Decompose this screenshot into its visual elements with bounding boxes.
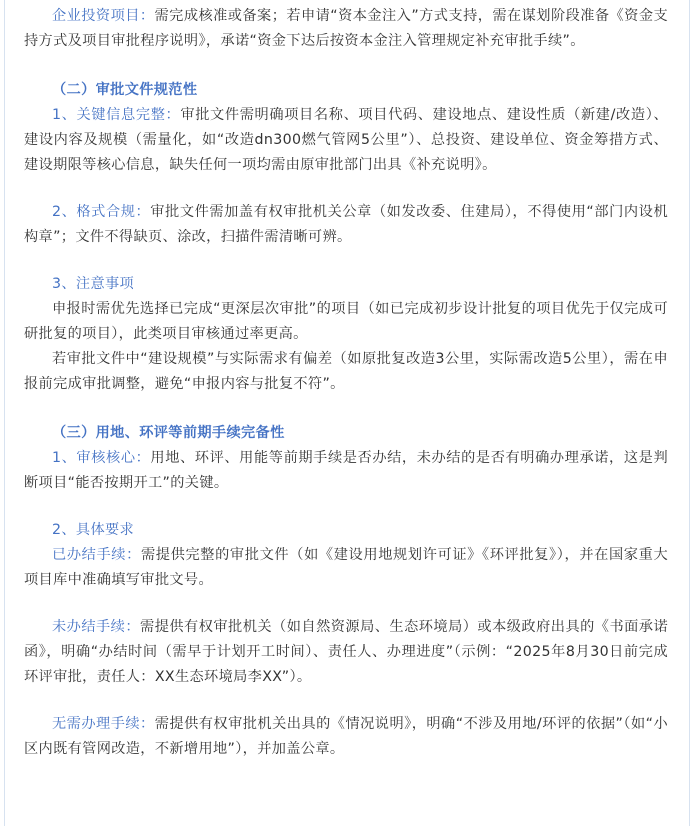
section2-item1-label: 1、关键信息完整： [52,107,181,123]
none-text: 需提供有权审批机关出具的《情况说明》，明确“不涉及用地/环评的依据”（如“小区内既有管网改造，不新增用地”），并加盖公章。 [24,716,669,757]
section2-item3-heading: 3、注意事项 [52,276,135,292]
section2-item3-para1: 申报时需优先选择已完成“更深层次审批”的项目（如已完成初步设计批复的项目优先于仅完成可研批复的项目），此类项目审核通过率更高。 [24,301,668,342]
section3-item1-label: 1、审核核心： [52,450,151,466]
section3-item2-heading: 2、具体要求 [52,522,135,538]
intro-label: 企业投资项目： [52,8,155,24]
done-text: 需提供完整的审批文件（如《建设用地规划许可证》《环评批复》），并在国家重大项目库中准确填写审批文号。 [24,547,668,588]
pending-paragraph [24,615,668,690]
section2-item2-label: 2、格式合规： [52,204,151,220]
section2-item2-text: 审批文件需加盖有权审批机关公章（如发改委、住建局），不得使用“部门内设机构章”；文件不得缺页、涂改，扫描件需清晰可辨。 [24,204,668,245]
done-paragraph [24,543,668,593]
section2-item1 [24,103,668,178]
section3-item1-text: 用地、环评、用能等前期手续是否办结，未办结的是否有明确办理承诺，这是判断项目“能否按期开工”的关键。 [24,450,668,491]
none-paragraph [24,712,668,762]
none-label: 无需办理手续： [52,716,155,732]
done-label: 已办结手续： [52,547,141,563]
section3-item1 [24,446,668,496]
section2-item3-para2: 若审批文件中“建设规模”与实际需求有偏差（如原批复改造3公里，实际需改造5公里），需在申报前完成审批调整，避免“申报内容与批复不符”。 [24,351,668,392]
section3-heading: （三）用地、环评等前期手续完备性 [52,425,285,441]
section2-heading: （二）审批文件规范性 [52,82,198,98]
section2-item1-text: 审批文件需明确项目名称、项目代码、建设地点、建设性质（新建/改造）、建设内容及规模（需量化，如“改造dn300燃气管网5公里”）、总投资、建设单位、资金筹措方式、建设期限等核心信息，缺失任何一项均需由原审批部门出具《补充说明》。 [24,107,668,173]
intro-text: 需完成核准或备案；若申请“资本金注入”方式支持，需在谋划阶段准备《资金支持方式及项目审批程序说明》，承诺“资金下达后按资本金注入管理规定补充审批手续”。 [24,8,668,49]
section2-item2 [24,200,668,250]
pending-text: 需提供有权审批机关（如自然资源局、生态环境局）或本级政府出具的《书面承诺函》，明确“办结时间（需早于计划开工时间）、责任人、办理进度”（示例：“2025年8月30日前完成环评审批，责任人：XX生态环境局李XX”）。 [24,619,668,685]
article-body [24,4,668,762]
pending-label: 未办结手续： [52,619,141,635]
intro-paragraph [24,4,668,54]
